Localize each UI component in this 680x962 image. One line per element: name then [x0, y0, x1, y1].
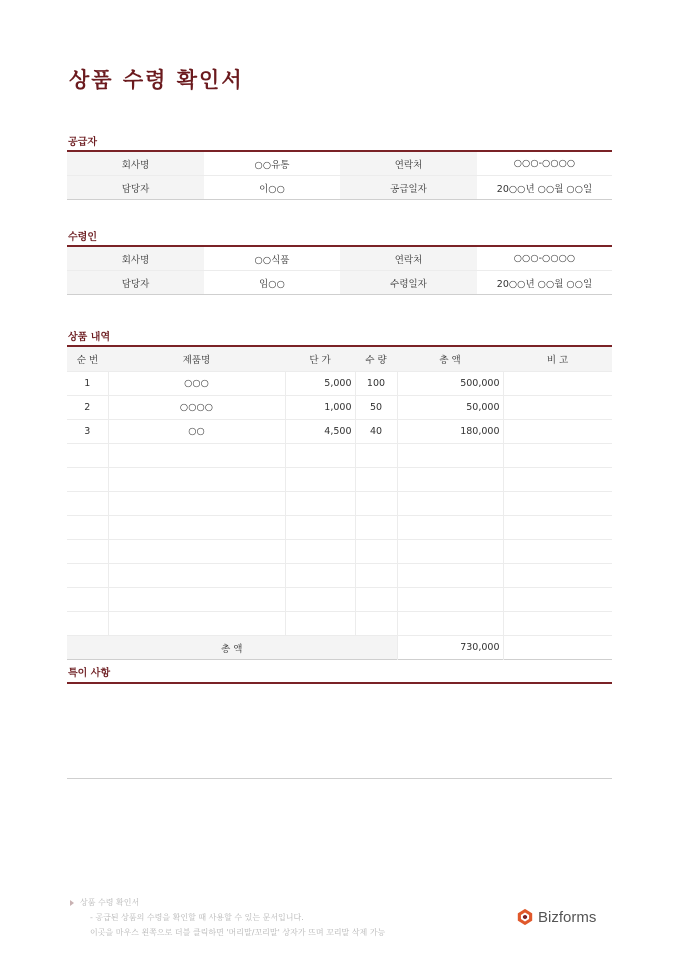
- total-value: 730,000: [397, 636, 503, 660]
- receiver-label: 연락처: [340, 246, 477, 271]
- empty-row: [67, 468, 612, 492]
- supplier-label: 회사명: [67, 151, 204, 176]
- receiver-manager: 임○○: [204, 271, 340, 295]
- empty-row: [67, 540, 612, 564]
- col-header-no: 순 번: [67, 346, 108, 372]
- item-no: 3: [67, 420, 108, 444]
- item-name: ○○: [108, 420, 285, 444]
- col-header-price: 단 가: [285, 346, 355, 372]
- triangle-bullet-icon: [70, 900, 74, 906]
- col-header-note: 비 고: [503, 346, 612, 372]
- receiver-table: [67, 245, 612, 295]
- footer-line-2: - 공급된 상품의 수령을 확인할 때 사용할 수 있는 문서입니다.: [90, 913, 304, 922]
- receiver-label: 수령일자: [340, 271, 477, 295]
- empty-row: [67, 444, 612, 468]
- bizforms-logo: [516, 908, 596, 926]
- receiver-company: ○○식품: [204, 246, 340, 271]
- table-row: [67, 372, 612, 396]
- supplier-company: ○○유통: [204, 151, 340, 176]
- supplier-label: 공급일자: [340, 176, 477, 200]
- empty-row: [67, 564, 612, 588]
- item-price: 1,000: [285, 396, 355, 420]
- supplier-contact: ○○○-○○○○: [477, 151, 612, 176]
- supplier-manager: 이○○: [204, 176, 340, 200]
- items-heading: 상품 내역: [68, 332, 111, 343]
- item-note: [503, 396, 612, 420]
- footer-line-3: 이곳을 마우스 왼쪽으로 더블 클릭하면 '머리말/꼬리말' 상자가 뜨며 꼬리말 삭제 가능: [90, 928, 386, 937]
- footer-line-1: 상품 수령 확인서: [70, 895, 385, 910]
- item-total: 500,000: [397, 372, 503, 396]
- item-price: 4,500: [285, 420, 355, 444]
- item-total: 180,000: [397, 420, 503, 444]
- total-note: [503, 636, 612, 660]
- supplier-table: [67, 150, 612, 200]
- table-row: [67, 271, 612, 295]
- item-no: 1: [67, 372, 108, 396]
- item-price: 5,000: [285, 372, 355, 396]
- receipt-date: 20○○년 ○○월 ○○일: [477, 271, 612, 295]
- item-qty: 100: [355, 372, 397, 396]
- table-row: [67, 151, 612, 176]
- supplier-label: 담당자: [67, 176, 204, 200]
- receiver-label: 회사명: [67, 246, 204, 271]
- remarks-top-rule: [67, 682, 612, 684]
- table-row: [67, 420, 612, 444]
- table-row: [67, 176, 612, 200]
- document-title: 상품 수령 확인서: [69, 68, 244, 92]
- table-header-row: [67, 346, 612, 372]
- table-row: [67, 246, 612, 271]
- item-qty: 50: [355, 396, 397, 420]
- col-header-qty: 수 량: [355, 346, 397, 372]
- receiver-heading: 수령인: [68, 232, 97, 243]
- empty-row: [67, 612, 612, 636]
- total-row: [67, 636, 612, 660]
- empty-row: [67, 492, 612, 516]
- items-table: [67, 345, 612, 660]
- bizforms-logo-icon: [516, 908, 534, 926]
- remarks-bottom-rule: [67, 778, 612, 779]
- supply-date: 20○○년 ○○월 ○○일: [477, 176, 612, 200]
- remarks-heading: 특이 사항: [68, 668, 111, 679]
- empty-row: [67, 516, 612, 540]
- item-name: ○○○○: [108, 396, 285, 420]
- empty-row: [67, 588, 612, 612]
- receiver-contact: ○○○-○○○○: [477, 246, 612, 271]
- footer-notes[interactable]: [70, 895, 385, 940]
- bizforms-logo-text: Bizforms: [538, 908, 597, 926]
- item-note: [503, 420, 612, 444]
- item-name: ○○○: [108, 372, 285, 396]
- table-row: [67, 396, 612, 420]
- item-qty: 40: [355, 420, 397, 444]
- supplier-heading: 공급자: [68, 137, 97, 148]
- receiver-label: 담당자: [67, 271, 204, 295]
- supplier-label: 연락처: [340, 151, 477, 176]
- total-label: 총 액: [67, 636, 397, 660]
- col-header-total: 총 액: [397, 346, 503, 372]
- item-total: 50,000: [397, 396, 503, 420]
- item-note: [503, 372, 612, 396]
- item-no: 2: [67, 396, 108, 420]
- col-header-name: 제품명: [108, 346, 285, 372]
